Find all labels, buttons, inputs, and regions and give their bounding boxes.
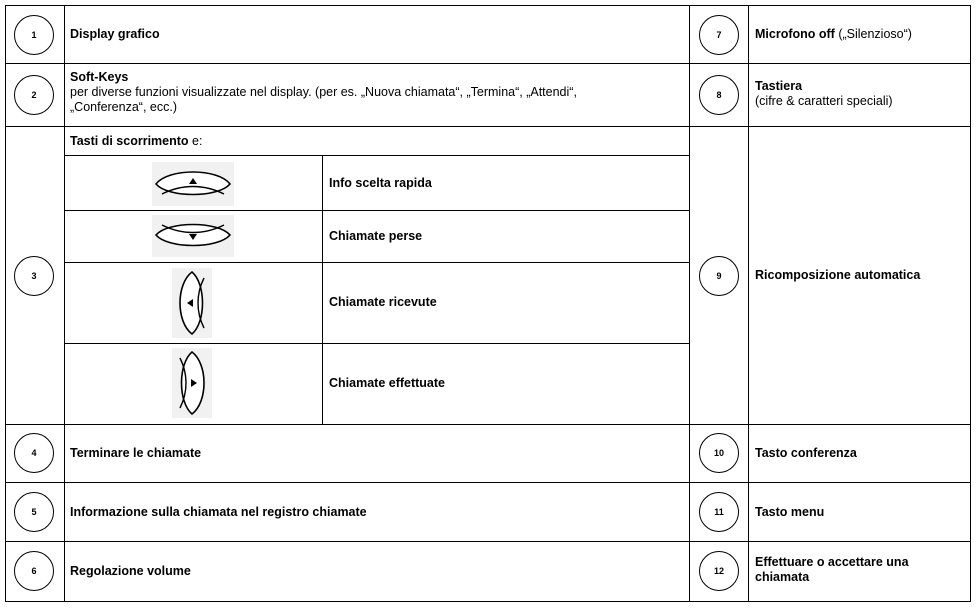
label-tasto-conferenza: Tasto conferenza [755,446,857,460]
number-badge-3: 3 [14,256,54,296]
number-badge-8: 8 [699,75,739,115]
label-tastiera [755,79,893,109]
scroll-key-label-3: Chiamate ricevute [329,295,437,309]
label-soft-keys [70,70,577,115]
number-badge-9: 9 [699,256,739,296]
scroll-key-label-4: Chiamate effettuate [329,376,445,390]
soft-keys-desc: per diverse funzioni visualizzate nel display. (per es. „Nuova chiamata“, „Termina“, „Attendi“, [70,85,577,99]
tastiera-title: Tastiera [755,79,803,93]
number-badge-11: 11 [699,492,739,532]
label-display-grafico: Display grafico [70,27,160,41]
arrow-up-key-icon [152,162,234,206]
number-badge-2: 2 [14,75,54,115]
soft-keys-title: Soft-Keys [70,70,129,84]
arrow-right-key-icon [172,348,212,418]
arrow-left-key-icon [172,268,212,338]
number-badge-1: 1 [14,15,54,55]
scroll-key-label-1: Info scelta rapida [329,176,432,190]
label-tasto-menu: Tasto menu [755,505,825,519]
label-scroll-keys: Tasti di scorrimento e: [70,134,203,148]
label-terminare-chiamate: Terminare le chiamate [70,446,202,460]
number-badge-6: 6 [14,551,54,591]
number-badge-10: 10 [699,433,739,473]
label-informazione-chiamata: Informazione sulla chiamata nel registro chiamate [70,505,367,519]
label-effettuare-chiamata: Effettuare o accettare una chiamata [755,555,909,584]
number-badge-12: 12 [699,551,739,591]
scroll-key-label-2: Chiamate perse [329,229,423,243]
label-regolazione-volume: Regolazione volume [70,564,191,578]
number-badge-4: 4 [14,433,54,473]
number-badge-5: 5 [14,492,54,532]
label-microfono-off: Microfono off („Silenzioso“) [755,27,912,41]
label-ricomposizione: Ricomposizione automatica [755,268,921,282]
arrow-down-key-icon [152,215,234,257]
soft-keys-desc-2: „Conferenza“, ecc.) [70,100,177,114]
tastiera-desc: (cifre & caratteri speciali) [755,94,893,108]
number-badge-7: 7 [699,15,739,55]
